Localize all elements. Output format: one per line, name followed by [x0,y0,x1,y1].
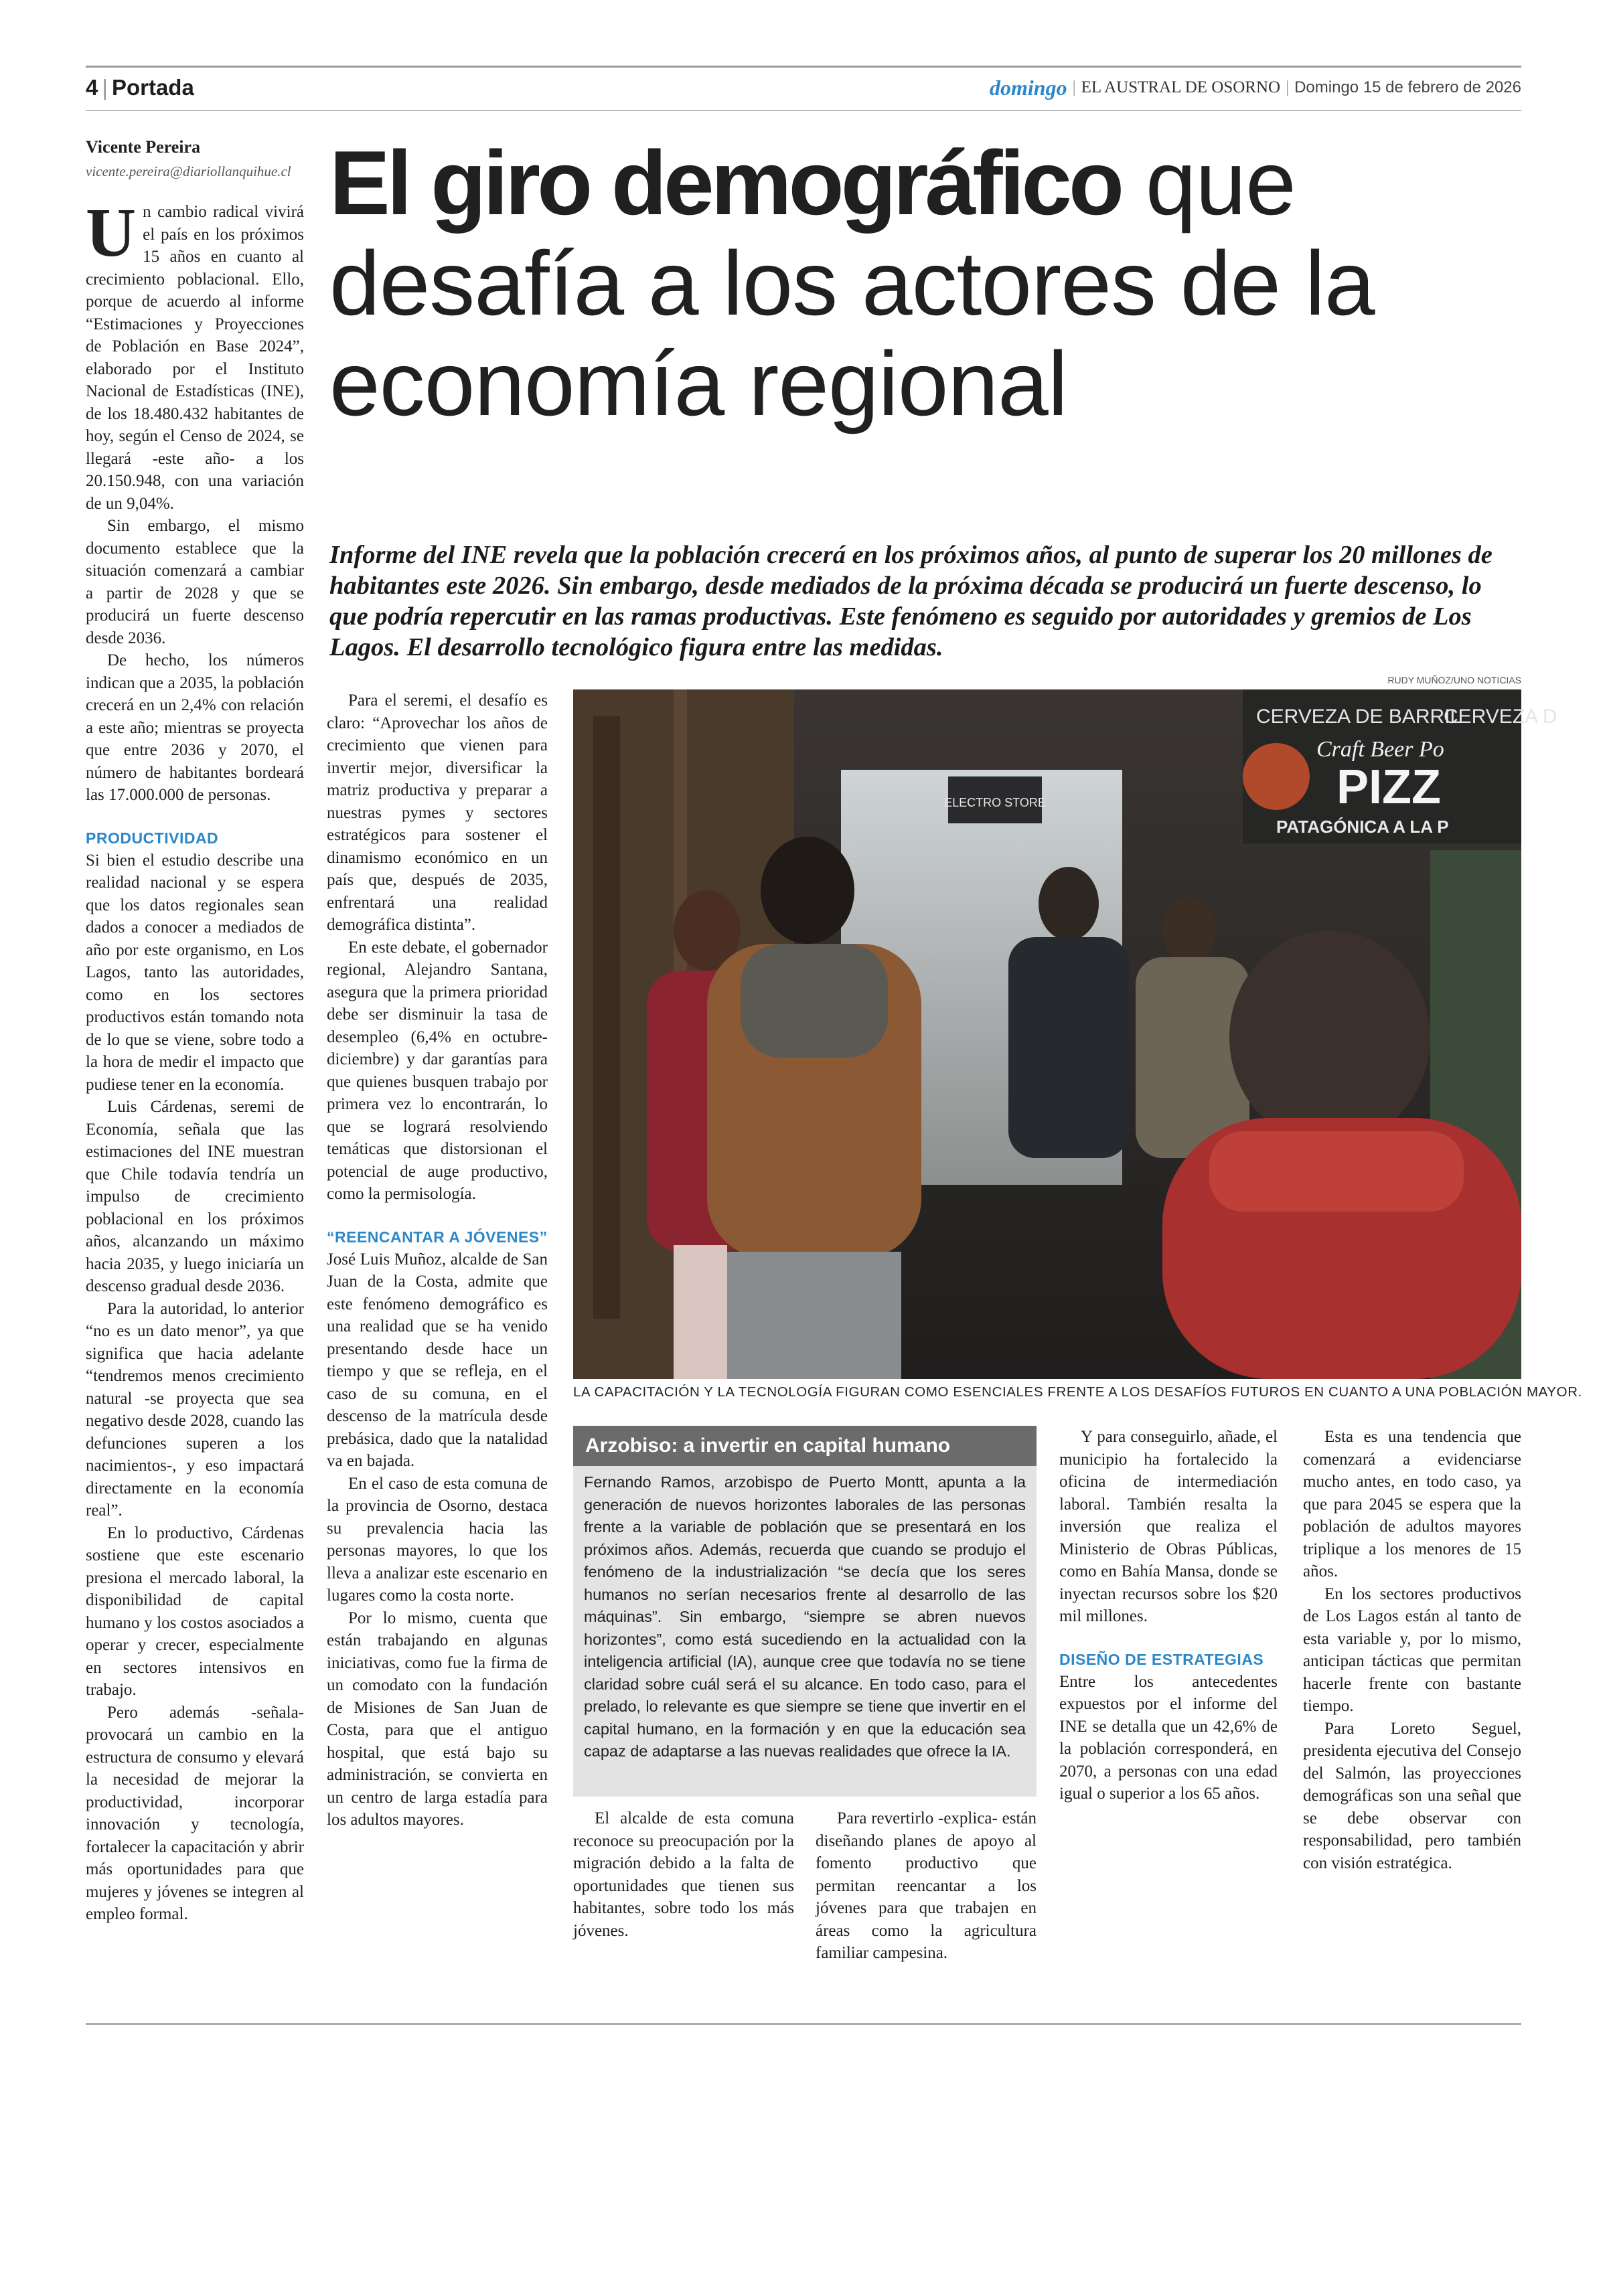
newspaper-name: EL AUSTRAL DE OSORNO [1081,78,1281,96]
footer-rule [86,2023,1521,2025]
supplement-brand: domingo [990,75,1067,100]
article-column-1 [86,194,304,1926]
main-photo [573,689,1557,1379]
photo-sign-electro: ELECTRO STORE [944,796,1046,809]
issue-date: Domingo 15 de febrero de 2026 [1294,78,1521,96]
paragraph: El alcalde de esta comuna reconoce su preocupación por la migración debido a la falta de oportunidades que tienen sus habitantes, sobre todo los más jóvenes. [573,1809,794,1940]
paragraph: De hecho, los números indican que a 2035, la población crecerá en un 2,4% con relación a este año; mientras se proyecta que entre 2036 y 2070, el número de habitantes bordeará las 17.000.000 de personas. [86,651,304,804]
header-separator: | [102,75,108,100]
lead-paragraph: Informe del INE revela que la población crecerá en los próximos años, al punto de superar los 20 millones de habitantes este 2026. Sin embargo, desde mediados de la próxima década se producirá un fuerte descenso, lo que podría repercutir en las ramas productivas. Este fenómeno es seguido por autoridades y gremios de Los Lagos. El desarrollo tecnológico figura entre las medidas. [329,541,1493,661]
street-scene-illustration [573,689,1557,1379]
paragraph: En este debate, el gobernador regional, Alejandro Santana, asegura que la primera prioridad debe ser disminuir la tasa de desempleo (6,4% en octubre-diciembre) y dar garantías para que quienes busquen trabajo por primera vez lo encontrarán, lo que se logrará resolviendo temáticas que distorsionan el potencial de auge productivo, como la permisología. [327,938,548,1203]
page-header-left [86,67,194,108]
article-column-5 [1059,1426,1278,1805]
photo-sign-patagonica: PATAGÓNICA A LA P [1276,817,1449,837]
photo-sign-beer1: CERVEZA DE BARRIL [1256,706,1462,728]
page-number: 4 [86,75,98,100]
section-name: Portada [111,75,194,100]
paragraph: Por lo mismo, cuenta que están trabajando en algunas iniciativas, como fue la firma de un comodato con la fundación de Misiones de San Juan de Costa, para que el antiguo hospital, que está bajo su administración, se convierta en un centro de larga estadía para los adultos mayores. [327,1609,548,1829]
photo-caption: LA CAPACITACIÓN Y LA TECNOLOGÍA FIGURAN COMO ESENCIALES FRENTE A LOS DESAFÍOS FUTUROS EN CUANTO A UNA POBLACIÓN MAYOR. [573,1384,1582,1400]
header-separator: | [1072,78,1076,96]
photo-sign-pizza: PIZZ [1336,760,1441,814]
headline-bold: El giro demográfico [329,132,1122,234]
article-column-4 [816,1807,1037,1965]
header-separator: | [1286,78,1290,96]
paragraph: Para el seremi, el desafío es claro: “Aprovechar los años de crecimiento que vienen para invertir mejor, diversificar la matriz productiva y preparar a nuestras pymes y sectores estratégicos para sostener el dinamismo económico en un país que, después de 2035, enfrentará una realidad demográfica distinta”. [327,691,548,934]
photo-sign-craft: Craft Beer Po [1316,737,1444,762]
paragraph: Pero además -señala- provocará un cambio en la estructura de consumo y elevará la necesidad de mejorar la productividad, incorporar innovación y tecnología, fortalecer la capacitación y abrir más oportunidades para que mujeres y jóvenes se integren al empleo formal. [86,1703,304,1923]
photo-sign-beer2: CERVEZA D [1444,706,1557,728]
paragraph: Y para conseguirlo, añade, el municipio ha fortalecido la oficina de intermediación laboral. También resalta la inversión que realiza el Ministerio de Obras Públicas, como en Bahía Mansa, donde se inyectan recursos sobre los $20 mil millones. [1059,1428,1278,1625]
drop-cap: U [86,194,137,271]
sidebar-box-text: Fernando Ramos, arzobispo de Puerto Montt, apunta a la generación de nuevos horizontes laborales de las personas frente a la variable de población que se presentará en los próximos años. Además, recuerda que cuando se produjo el fenómeno de la industrialización “se decía que los seres humanos no serían necesarios frente al desarrollo de las máquinas”. Sin embargo, “siempre se abren nuevos horizontes”, como está sucediendo en la actualidad con la inteligencia artificial (IA), aunque cree que todavía no se tiene claridad sobre cuál será el su alcance. En todo caso, para el prelado, lo relevante es que siempre se tiene que invertir en el capital humano, en la formación y en que la educación sea capaz de adaptarse a las nuevas realidades que ofrece la IA. [584,1473,1026,1760]
author-name: Vicente Pereira [86,137,201,157]
article-column-6 [1303,1426,1521,1874]
paragraph: Sin embargo, el mismo documento establece que la situación comenzará a cambiar a partir de 2028 y que se producirá un fuerte descenso desde 2036. [86,517,304,647]
paragraph: Esta es una tendencia que comenzará a evidenciarse mucho antes, en todo caso, ya que para 2045 se espera que la población de adultos mayores triplique a los menores de 15 años. [1303,1428,1521,1580]
subheading-estrategias: DISEÑO DE ESTRATEGIAS [1059,1650,1264,1668]
paragraph: Para Loreto Seguel, presidenta ejecutiva del Consejo del Salmón, las proyecciones demográficas son una señal que se debe observar con responsabilidad, pero también con visión estratégica. [1303,1719,1521,1872]
photo-credit: RUDY MUÑOZ/UNO NOTICIAS [1387,675,1521,685]
sidebar-box-title: Arzobiso: a invertir en capital humano [573,1426,1037,1466]
headline [329,133,1535,434]
subheading-jovenes: “REENCANTAR A JÓVENES” [327,1228,548,1246]
paragraph: Si bien el estudio describe una realidad nacional y se espera que los datos regionales sean dados a conocer a mediados de año por este organismo, en Los Lagos, tanto las autoridades, como en los sectores productivos están tomando nota de lo que se viene, sobre todo a la hora de medir el impacto que pudiese tener en la economía. [86,851,304,1094]
paragraph: Entre los antecedentes expuestos por el informe del INE se detalla que un 42,6% de la población corresponderá, en 2070, a personas con una edad igual o superior a los 65 años. [1059,1672,1278,1803]
article-column-2 [327,689,548,1831]
article-column-3 [573,1807,794,1942]
paragraph: Para la autoridad, lo anterior “no es un dato menor”, ya que significa que hacia adelante “tendremos menos crecimiento natural -se proyecta que sea negativo desde 2028, cuando las defunciones superen a los nacimientos-, y eso impactará directamente en la economía real”. [86,1299,304,1520]
paragraph: Luis Cárdenas, seremi de Economía, señala que las estimaciones del INE muestran que Chile todavía tendría un impulso de crecimiento poblacional en los próximos años, alcanzando un máximo hacia 2035, y luego iniciaría un descenso gradual desde 2036. [86,1098,304,1295]
header-bottom-rule [86,110,1521,111]
page-header-right [990,67,1521,108]
paragraph [86,194,304,515]
pizza-graphic [1243,743,1310,810]
headline-light: que desafía a los actores de la economía regional [329,132,1375,434]
paragraph: En lo productivo, Cárdenas sostiene que este escenario presiona el mercado laboral, la disponibilidad de capital humano y los costos asociados a operar y crecer, especialmente en sectores intensivos en trabajo. [86,1524,304,1699]
paragraph: Para revertirlo -explica- están diseñando planes de apoyo al fomento productivo que permitan reencantar a los jóvenes para que trabajen en áreas como la agricultura familiar campesina. [816,1809,1037,1962]
paragraph: En los sectores productivos de Los Lagos están al tanto de esta variable y, por lo mismo, anticipan tácticas que permitan hacerle frente con bastante tiempo. [1303,1584,1521,1715]
paragraph: José Luis Muñoz, alcalde de San Juan de la Costa, admite que este fenómeno demográfico es una realidad que se ha venido presentando desde hace un tiempo y que se refleja, en el caso de su comuna, en el descenso de la matrícula desde prebásica, dado que la natalidad va en bajada. [327,1250,548,1470]
author-email: vicente.pereira@diariollanquihue.cl [86,163,291,179]
paragraph: En el caso de esta comuna de la provincia de Osorno, destaca su prevalencia hacia las personas mayores, lo que los lleva a analizar este escenario en lugares como la costa norte. [327,1474,548,1605]
paragraph-text: n cambio radical vivirá el país en los próximos 15 años en cuanto al crecimiento poblacional. Ello, porque de acuerdo al informe “Estimaciones y Proyecciones de Población en Base 2024”, elaborado por el Instituto Nacional de Estadísticas (INE), de los 18.480.432 habitantes de hoy, según el Censo de 2024, se llegará -este año- a los 20.150.948, con una variación de un 9,04%. [86,203,304,513]
subheading-productividad: PRODUCTIVIDAD [86,829,219,847]
